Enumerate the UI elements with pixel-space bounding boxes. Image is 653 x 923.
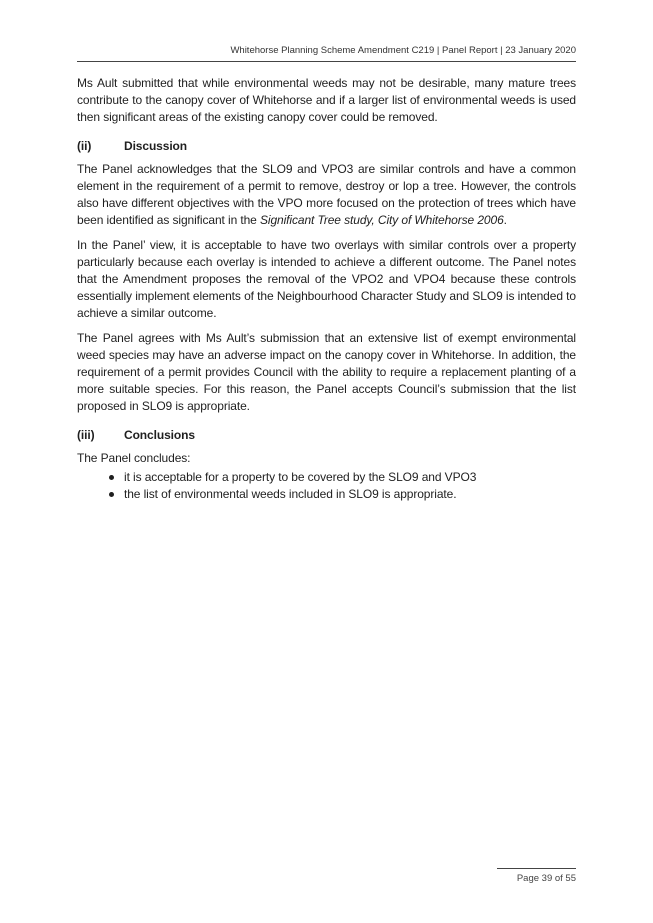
list-item-text: it is acceptable for a property to be covered by the SLO9 and VPO3 xyxy=(124,470,477,484)
section-title: Discussion xyxy=(124,139,188,153)
paragraph-conclusions-lead: The Panel concludes: xyxy=(77,451,191,465)
section-number: (ii) xyxy=(77,139,92,153)
study-title-italic: Significant Tree study, City of Whitehorse 2006 xyxy=(260,213,504,227)
conclusions-list xyxy=(77,469,576,503)
paragraph-discussion-3: The Panel agrees with Ms Ault’s submission that an extensive list of exempt environmental weed species may have an adverse impact on the canopy cover in Whitehorse. In addition, the requirement of a permit provides Council with the ability to require a replacement planting of a more suitable species. For this reason, the Panel accepts Council’s submission that the list proposed in SLO9 is appropriate. xyxy=(77,331,576,413)
page-content xyxy=(77,75,576,503)
bullet-icon xyxy=(109,492,114,497)
paragraph-intro: Ms Ault submitted that while environmental weeds may not be desirable, many mature trees contribute to the canopy cover of Whitehorse and if a larger list of environmental weeds is used then significant areas of the existing canopy cover could be removed. xyxy=(77,76,576,124)
page-number: Page 39 of 55 xyxy=(516,873,576,884)
paragraph-text-end: . xyxy=(503,213,507,227)
list-item xyxy=(109,469,576,486)
section-heading-conclusions xyxy=(77,427,576,444)
list-item-text: the list of environmental weeds included in SLO9 is appropriate. xyxy=(124,487,457,501)
running-header: Whitehorse Planning Scheme Amendment C219 | Panel Report | 23 January 2020 xyxy=(230,45,576,56)
footer-divider xyxy=(497,868,576,869)
bullet-icon xyxy=(109,475,114,480)
paragraph-discussion-2: In the Panel’ view, it is acceptable to have two overlays with similar controls over a property particularly because each overlay is intended to achieve a different outcome. The Panel notes that the Amendment proposes the removal of the VPO2 and VPO4 because these controls essentially implement elements of the Neighbourhood Character Study and SLO9 is intended to achieve a similar outcome. xyxy=(77,238,576,320)
section-number: (iii) xyxy=(77,428,95,442)
paragraph-discussion-1 xyxy=(77,161,576,229)
section-title: Conclusions xyxy=(124,428,195,442)
section-heading-discussion xyxy=(77,138,576,155)
list-item xyxy=(109,486,576,503)
header-divider xyxy=(77,61,576,62)
paragraph-text: The Panel acknowledges that the SLO9 and VPO3 are similar controls and have a common element in the requirement of a permit to remove, destroy or lop a tree. However, the controls also have different objectives with the VPO more focused on the protection of trees which have been identified as significant in the xyxy=(77,162,576,227)
